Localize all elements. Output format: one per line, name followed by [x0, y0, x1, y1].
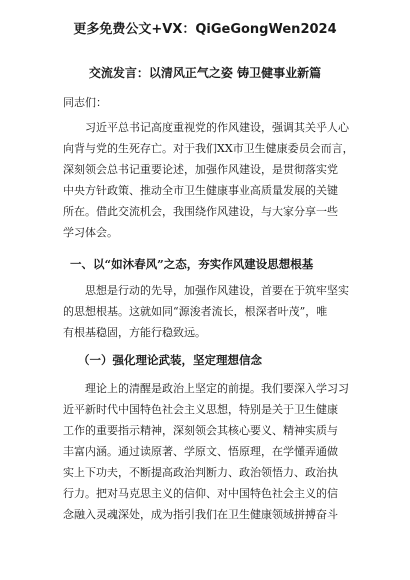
paragraph-line: 行力。把对马克思主义的信仰、对中国特色社会主义的信	[63, 487, 338, 500]
section-heading: 一、以“如沐春风”之态，夯实作风建设思想根基	[70, 257, 314, 271]
paragraph-line: 中央方针政策、推动全市卫生健康事业高质量发展的关键	[63, 184, 338, 197]
paragraph-line: 工作的重要指示精神，深刻领会其核心要义、精神实质与	[63, 424, 338, 437]
promo-banner: 更多免费公文+VX：QiGeGongWen2024	[73, 22, 337, 37]
paragraph-line: 有根基稳固，方能行稳致远。	[63, 326, 206, 339]
paragraph-line: 丰富内涵。通过读原著、学原文、悟原理，在学懂弄通做	[63, 445, 338, 458]
paragraph-line: 理论上的清醒是政治上坚定的前提。我们要深入学习习	[85, 382, 349, 395]
paragraph-line: 近平新时代中国特色社会主义思想，特别是关于卫生健康	[63, 403, 338, 416]
salutation: 同志们：	[63, 96, 107, 109]
paragraph-line: 念融入灵魂深处，成为指引我们在卫生健康领域拼搏奋斗	[63, 508, 338, 521]
paragraph-line: 学习体会。	[63, 226, 118, 239]
subsection-heading: （一）强化理论武装，坚定理想信念	[78, 353, 262, 367]
paragraph-line: 习近平总书记高度重视党的作风建设，强调其关乎人心	[85, 121, 349, 134]
paragraph-line: 向背与党的生死存亡。对于我们XX市卫生健康委员会而言，	[63, 142, 354, 155]
section1-paragraph	[63, 280, 353, 343]
paragraph-line: 的思想根基。这就如同“源浚者流长，根深者叶茂”，唯	[63, 305, 328, 318]
paragraph-line: 实上下功夫，不断提高政治判断力、政治领悟力、政治执	[63, 466, 338, 479]
intro-paragraph	[63, 117, 353, 243]
subsection1-paragraph	[63, 378, 353, 525]
document-title: 交流发言：以清风正气之姿 铸卫健事业新篇	[88, 66, 322, 80]
paragraph-line: 所在。借此交流机会，我围绕作风建设，与大家分享一些	[63, 205, 338, 218]
paragraph-line: 思想是行动的先导，加强作风建设，首要在于筑牢坚实	[85, 284, 349, 297]
paragraph-line: 深刻领会总书记重要论述，加强作风建设，是贯彻落实党	[63, 163, 338, 176]
